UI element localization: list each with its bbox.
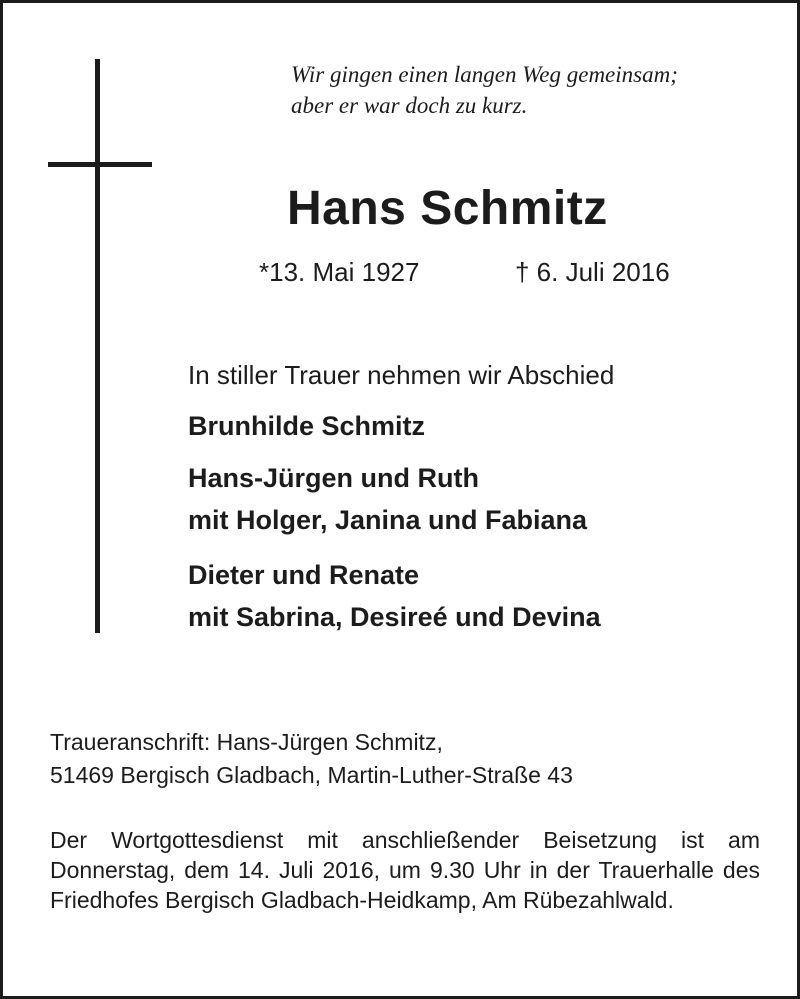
- mourning-address: [50, 726, 573, 792]
- address-line: Traueranschrift: Hans-Jürgen Schmitz,: [50, 729, 443, 755]
- mourner-group: [188, 457, 587, 541]
- mourner-line: mit Holger, Janina und Fabiana: [188, 505, 588, 535]
- funeral-service-info: Der Wortgottesdienst mit anschließender Beisetzung ist am Donnerstag, dem 14. Juli 2016, um 9.30 Uhr in der Trauerhalle des Friedhofes Bergisch Gladbach-Heidkamp, Am Rübezahlwald.: [50, 827, 760, 913]
- mourner-line: Hans-Jürgen und Ruth: [188, 463, 479, 493]
- motto-line: Wir gingen einen langen Weg gemeinsam;: [291, 62, 678, 87]
- motto-quote: [291, 59, 781, 121]
- mourner-line: mit Sabrina, Desireé und Devina: [188, 602, 601, 632]
- mourners-intro: In stiller Trauer nehmen wir Abschied: [188, 360, 615, 390]
- mourner-group: [188, 554, 601, 638]
- death-date: † 6. Juli 2016: [515, 257, 670, 287]
- mourner-line: Dieter und Renate: [188, 560, 420, 590]
- cross-icon-beam: [48, 162, 152, 167]
- deceased-name: Hans Schmitz: [287, 182, 608, 235]
- address-line: 51469 Bergisch Gladbach, Martin-Luther-Straße 43: [50, 762, 573, 788]
- cross-icon: [95, 59, 100, 633]
- motto-line: aber er war doch zu kurz.: [291, 93, 528, 118]
- mourner-line: Brunhilde Schmitz: [188, 411, 426, 441]
- birth-date: *13. Mai 1927: [259, 257, 420, 287]
- mourner-group: [188, 405, 425, 447]
